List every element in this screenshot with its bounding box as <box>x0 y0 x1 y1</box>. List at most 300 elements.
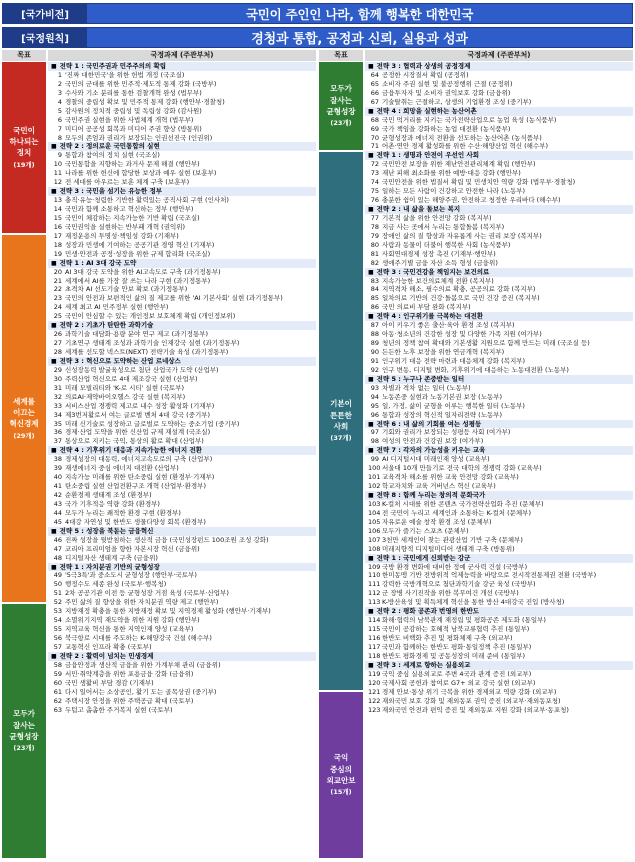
task-number: 32 <box>53 392 62 401</box>
goal-label: 모두가 잘사는 균형성장 <box>326 84 356 116</box>
task-number: 77 <box>370 213 379 222</box>
task-text: 충직·유능·청렴한 기반한 활력있는 공직사회 구현 (인사처) <box>65 196 229 205</box>
task-text: 교통혁신 인프라 확충 (국토부) <box>65 642 152 651</box>
task-text: 2차 공공기관 이전 등 균형성장 거점 육성 (국토부·산업부) <box>65 589 229 598</box>
task-text: 주민 삶의 질 향상을 위한 자치분권 역량 제고 (행안부) <box>65 598 219 607</box>
task-item <box>48 491 316 500</box>
task-text: 통상으로 지키는 국익, 통상의 활로 확대 (산업부) <box>65 437 204 446</box>
task-text: 지역격차 해소, 필수의료 확충, 공공의료 강화 (복지부) <box>382 285 536 294</box>
task-item <box>48 706 316 715</box>
task-text: 통합과 참여의 정치 실현 (국조실) <box>65 151 160 160</box>
task-item <box>48 151 316 160</box>
left-header <box>2 50 316 61</box>
task-number: 94 <box>370 392 379 401</box>
task-number: 68 <box>370 115 379 124</box>
strategy-heading <box>365 446 633 455</box>
task-text: 진짜 성장을 뒷받침하는 생산적 금융 (국민성장펀드 100조원 조성 강화) <box>65 535 269 544</box>
task-text: 지방재정 확충을 통한 지방재정 확보 및 지역경제 활성화 (행안부·기재부) <box>65 607 271 616</box>
task-item <box>48 580 316 589</box>
task-text: 생애주기별 금융 자산 소득 형성 (금융위) <box>382 258 498 267</box>
task-item <box>48 268 316 277</box>
task-number: 21 <box>53 276 62 285</box>
task-number: 18 <box>53 240 62 249</box>
task-number: 2 <box>57 79 62 88</box>
task-item <box>48 661 316 670</box>
task-number: 90 <box>370 348 379 356</box>
strategy-title: 전략 3 : 혁신으로 도약하는 산업 르네상스 <box>59 356 181 365</box>
task-item <box>365 321 633 330</box>
task-number: 37 <box>53 437 62 446</box>
task-item <box>48 366 316 375</box>
task-item <box>48 634 316 643</box>
task-number: 111 <box>368 580 381 589</box>
task-item <box>365 643 633 652</box>
task-text: 군 장병 사기진작을 위한 복무여건 개선 (국방부) <box>382 589 519 598</box>
principle-tag: [국정원칙] <box>3 28 87 47</box>
task-item <box>365 473 633 482</box>
square-bullet-icon: ■ <box>51 563 57 571</box>
task-text: 전 국민이 누리고 세계인과 소통하는 K-컬처 (문체부) <box>382 508 531 517</box>
task-text: 재난 피해 최소화를 위한 예방·대응 강화 (행안부) <box>382 169 521 178</box>
task-item <box>48 232 316 241</box>
task-text: 아동·청소년의 건강한 성장 및 다양한 가족 지원 (여가부) <box>382 330 542 339</box>
task-number: 52 <box>53 598 62 607</box>
task-number: 67 <box>370 97 379 106</box>
square-bullet-icon: ■ <box>51 63 57 70</box>
task-item <box>48 160 316 169</box>
task-number: 11 <box>53 169 62 178</box>
task-item <box>365 625 633 634</box>
task-number: 84 <box>370 285 379 294</box>
strategy-title: 전략 4 : 기후위기 대응과 지속가능한 에너지 전환 <box>59 446 202 455</box>
task-text: 차별과 격차 없는 일터 (노동부) <box>382 383 471 392</box>
task-text: 행정수도 세종 완성 (국토부·행복청) <box>65 580 167 589</box>
task-item <box>365 241 633 250</box>
task-item <box>365 214 633 223</box>
task-item <box>48 536 316 545</box>
task-text: 과학기술 대담화·용량 분야 연구 제고 (과기정통부) <box>65 330 209 339</box>
task-item <box>365 598 633 607</box>
task-text: 세계를 선도할 넥스트(NEXT) 전략기술 육성 (과기정통부) <box>65 348 229 356</box>
task-text: 일, 가정, 삶이 균형을 이루는 행복한 일터 (노동부) <box>382 401 525 410</box>
task-number: 31 <box>53 383 62 392</box>
square-bullet-icon: ■ <box>368 63 374 70</box>
task-number: 46 <box>53 535 62 544</box>
task-number: 50 <box>53 580 62 589</box>
task-text: 기초연구 생태계 조성과 과학기술 인재강국 실현 (과기정통부) <box>65 339 240 348</box>
task-number: 61 <box>53 687 62 696</box>
task-text: 경찰의 중립성 확보 및 민주적 통제 강화 (행안부·경찰청) <box>65 97 225 106</box>
task-number: 12 <box>53 178 62 187</box>
task-item <box>48 125 316 134</box>
task-number: 105 <box>368 517 381 526</box>
task-text: 국민이 체감하는 지속가능한 기반 확립 (국조실) <box>65 213 200 222</box>
task-text: 여성의 안전과 건강권 보장 (여가부) <box>382 437 484 446</box>
strategy-heading <box>365 62 633 71</box>
task-item <box>365 160 633 169</box>
task-number: 106 <box>368 526 381 535</box>
task-item <box>48 697 316 706</box>
task-item <box>48 464 316 473</box>
goal-section-economy <box>2 235 46 602</box>
strategy-title: 전략 6 : 내 삶의 기회를 여는 성평등 <box>376 419 482 428</box>
task-item <box>48 598 316 607</box>
task-item <box>48 411 316 420</box>
task-text: 장애인 삶의 질 향상과 자유롭게 사는 권리 보장 (복지부) <box>382 231 542 240</box>
task-item <box>365 196 633 205</box>
task-number: 34 <box>53 410 62 419</box>
task-number: 85 <box>370 294 379 303</box>
task-number: 96 <box>370 410 379 419</box>
task-text: 순환경제 생태계 조성 (환경부) <box>65 491 152 499</box>
task-text: 경제·산업 도약을 위한 신산업 규제 재설계 (국조실) <box>65 428 211 437</box>
square-bullet-icon: ■ <box>368 447 374 455</box>
task-text: 탄소중립 실현 산업전환구조 개혁 (산업부·환경부) <box>65 482 206 491</box>
task-number: 79 <box>370 231 379 240</box>
task-item <box>365 482 633 491</box>
task-number: 23 <box>53 294 62 303</box>
task-item <box>48 500 316 509</box>
task-item <box>365 384 633 393</box>
square-bullet-icon: ■ <box>368 107 374 115</box>
task-item <box>48 205 316 214</box>
task-item <box>48 384 316 393</box>
task-number: 87 <box>370 321 379 330</box>
task-item <box>48 402 316 411</box>
task-text: 두텁고 촘촘한 주거복지 실현 (국토부) <box>65 705 173 714</box>
task-item <box>365 80 633 89</box>
strategy-title: 전략 3 : 국민건강을 책임지는 보건의료 <box>376 267 490 276</box>
strategy-title: 전략 7 : 각자의 가능성을 키우는 교육 <box>376 446 486 455</box>
strategy-heading <box>48 321 316 330</box>
task-text: 사회연대경제 성장 촉진 (기재부·행안부) <box>382 249 496 258</box>
task-item <box>365 366 633 375</box>
task-text: 한반도 평화경제 및 공동성장의 미래 준비 (통일부) <box>382 651 526 660</box>
strategy-title: 전략 2 : 평화 공존과 번영의 한반도 <box>376 607 479 616</box>
task-item <box>48 214 316 223</box>
goal-label: 모두가 잘사는 균형성장 <box>9 709 39 741</box>
task-item <box>365 536 633 545</box>
task-item <box>48 134 316 143</box>
task-number: 70 <box>370 133 379 142</box>
task-text: 국제사회 공헌과 참여로 G7+ 외교 강국 실현 (외교부) <box>382 678 536 687</box>
task-number: 97 <box>370 428 379 437</box>
goal-section-balanced-growth <box>319 62 363 150</box>
task-number: 89 <box>370 339 379 348</box>
task-item <box>365 527 633 536</box>
left-task-list <box>48 62 316 714</box>
task-text: 한반도 비핵화 추진 및 평화체제 구축 (외교부) <box>382 634 513 642</box>
square-bullet-icon: ■ <box>51 143 57 151</box>
task-number: 56 <box>53 634 62 642</box>
square-bullet-icon: ■ <box>51 259 57 267</box>
task-text: 의료AI·제약바이오헬스 강국 실현 (복지부) <box>65 392 186 401</box>
task-text: 국민 생활비 부담 경감 (기재부) <box>65 678 154 687</box>
strategy-title: 전략 4 : 인구위기를 극복하는 대전환 <box>376 312 484 321</box>
task-item <box>365 169 633 178</box>
task-text: 자유로운 예술 창작 환경 조성 (문체부) <box>382 517 492 526</box>
strategy-title: 전략 5 : 누구나 존중받는 일터 <box>376 374 465 383</box>
task-number: 99 <box>370 455 379 464</box>
task-number: 86 <box>370 303 379 312</box>
task-text: 지역교육 혁신을 통한 지역인재 양성 (교육부) <box>65 625 194 634</box>
task-number: 101 <box>368 473 381 482</box>
task-text: 사람과 동물이 더불어 행복한 사회 (농식품부) <box>382 240 511 249</box>
task-text: AI 디지털시대 미래인재 양성 (교육부) <box>382 455 490 464</box>
task-item <box>48 71 316 80</box>
task-text: 아이 키우기 좋은 출산·육아 환경 조성 (복지부) <box>382 321 515 330</box>
task-number: 54 <box>53 616 62 625</box>
task-text: 경제성장의 대동력, 에너지고속도로의 구축 (산업부) <box>65 455 213 464</box>
square-bullet-icon: ■ <box>368 313 374 321</box>
task-item <box>48 285 316 294</box>
goal-count: (23개) <box>330 119 352 127</box>
task-number: 39 <box>53 464 62 473</box>
task-item <box>48 241 316 250</box>
task-text: 소비자 주권 실현 및 불공정행위 근절 (공정위) <box>382 79 513 88</box>
task-text: 국민 먹거리를 지키는 국가전략산업으로 농업 육성 (농식품부) <box>382 115 557 124</box>
task-item <box>365 339 633 348</box>
task-text: 재정운용의 투명성·책임성 강화 (기재부) <box>65 231 179 240</box>
task-number: 5 <box>57 106 62 115</box>
task-number: 15 <box>53 213 62 222</box>
task-number: 48 <box>53 553 62 562</box>
task-text: 주택시장 안정을 위한 주택공급 확대 (국토부) <box>65 696 194 705</box>
task-item <box>48 294 316 303</box>
task-text: K-컬처 시대를 위한 콘텐츠 국가전략산업화 추진 (문체부) <box>382 499 544 508</box>
task-item <box>48 375 316 384</box>
task-item <box>365 250 633 259</box>
task-number: 36 <box>53 428 62 437</box>
task-number: 62 <box>53 696 62 705</box>
task-number: 16 <box>53 222 62 231</box>
task-item <box>365 634 633 643</box>
task-text: 충분한 쉼이 있는 해양주권, 안전하고 청정한 우리바다 (해수부) <box>382 196 561 205</box>
task-number: 6 <box>57 115 62 124</box>
task-item <box>48 437 316 446</box>
task-number: 76 <box>370 196 379 205</box>
task-number: 92 <box>370 365 379 374</box>
task-number: 41 <box>53 482 62 491</box>
task-number: 75 <box>370 187 379 196</box>
task-item <box>48 223 316 232</box>
goal-section-society <box>319 152 363 690</box>
task-number: 81 <box>370 249 379 258</box>
strategy-title: 전략 1 : 국민에게 신뢰받는 강군 <box>376 553 471 562</box>
square-bullet-icon: ■ <box>51 322 57 330</box>
task-item <box>48 571 316 580</box>
strategy-heading <box>365 107 633 116</box>
task-item <box>365 688 633 697</box>
task-item <box>365 259 633 268</box>
task-item <box>48 473 316 482</box>
task-text: 국민의 안전과 보편적인 삶의 질 제고를 위한 'AI 기본사회' 실현 (과기정통부) <box>65 294 283 303</box>
task-number: 38 <box>53 455 62 464</box>
vision-tag: [국가비전] <box>3 4 87 23</box>
task-number: 47 <box>53 544 62 553</box>
task-number: 44 <box>53 508 62 517</box>
task-text: 국민통합을 지향하는 과거사 문제 해결 (행안부) <box>65 160 200 169</box>
task-text: 제3번저활로서 여는 글로벌 벤처 4대 강국 (중기부) <box>65 410 211 419</box>
goal-header: 목표 <box>2 50 46 61</box>
task-number: 110 <box>368 571 381 580</box>
task-header: 국정과제 (주관부처) <box>365 50 633 61</box>
task-text: 3천만 세계인이 찾는 관광산업 기반 구축 (문체부) <box>382 535 523 544</box>
left-column <box>2 50 316 858</box>
task-text: 주력산업 혁신으로 4대 제조강국 실현 (산업부) <box>65 374 198 383</box>
task-number: 103 <box>368 499 381 508</box>
task-text: 인구위기 대응 전략 마련과 대응체계 강화 (복지부) <box>382 356 526 365</box>
task-number: 4 <box>57 97 62 106</box>
task-number: 27 <box>53 339 62 348</box>
task-number: 26 <box>53 330 62 339</box>
task-text: 디지털자산 생태계 구축 (금융위) <box>65 553 158 562</box>
task-number: 22 <box>53 285 62 294</box>
right-task-list <box>365 62 633 714</box>
strategy-heading <box>48 357 316 366</box>
square-bullet-icon: ■ <box>368 152 374 160</box>
task-number: 93 <box>370 383 379 392</box>
task-item <box>365 178 633 187</box>
task-text: 세계 최고 AI 민주정부 실현 (행안부) <box>65 303 169 312</box>
goal-section-balanced-growth <box>2 604 46 858</box>
task-text: 국민과 함께하는 한반도 평화·통일정책 추진 (통일부) <box>382 642 532 651</box>
task-number: 109 <box>368 562 381 571</box>
task-text: 어촌·연안 경제 활성화를 위한 수산·해양산업 혁신 (해수부) <box>382 142 549 151</box>
task-text: 강력한 국방개혁으로 첨단과학기술 강군 육성 (국방부) <box>382 580 536 589</box>
task-number: 25 <box>53 312 62 321</box>
task-item <box>365 116 633 125</box>
task-number: 55 <box>53 625 62 634</box>
task-item <box>48 616 316 625</box>
square-bullet-icon: ■ <box>368 375 374 383</box>
goal-label: 세계를 이끄는 혁신경제 <box>9 396 39 429</box>
task-number: 33 <box>53 401 62 410</box>
task-number: 114 <box>368 616 381 625</box>
task-number: 102 <box>368 482 381 491</box>
task-text: 학교자치와 교육 거버넌스 혁신 (교육부) <box>382 482 496 491</box>
task-item <box>48 545 316 554</box>
goal-count: (37개) <box>330 434 352 442</box>
task-item <box>365 580 633 589</box>
task-text: 신성장동력 발굴육성으로 첨단 산업국가 도약 (산업부) <box>65 365 219 374</box>
task-number: 19 <box>53 249 62 258</box>
task-text: 국민주권 실현을 위한 사법체계 개혁 (법무부) <box>65 115 194 124</box>
task-text: AI 3대 강국 도약을 위한 AI고속도로 구축 (과기정통부) <box>65 267 221 276</box>
task-text: K-방산육성 및 획득체계 혁신을 통한 방산 4대강국 진입 (방사청) <box>382 598 565 607</box>
task-text: 감사원의 정치적 중립성 및 독립성 강화 (감사원) <box>65 106 202 115</box>
square-bullet-icon: ■ <box>368 268 374 276</box>
task-item <box>365 134 633 143</box>
task-text: 국민안전 보장을 위한 재난안전관리체계 확립 (행안부) <box>382 160 536 169</box>
square-bullet-icon: ■ <box>368 492 374 499</box>
square-bullet-icon: ■ <box>368 608 374 616</box>
task-item <box>365 706 633 715</box>
strategy-heading <box>365 491 633 500</box>
task-item <box>365 71 633 80</box>
task-text: 코리아 프리미엄을 향한 자본시장 혁신 (금융위) <box>65 544 200 553</box>
task-item <box>48 277 316 286</box>
task-text: 국민이 공감하는 호혜적 남북교류협력 추진 (통일부) <box>382 625 530 634</box>
task-number: 57 <box>53 642 62 651</box>
strategy-heading <box>48 187 316 196</box>
task-number: 28 <box>53 348 62 356</box>
task-item <box>365 411 633 420</box>
task-text: 금융투자자 및 소비자 권익보호 강화 (금융위) <box>382 88 511 97</box>
task-item <box>48 178 316 187</box>
task-item <box>365 393 633 402</box>
vision-banner <box>2 3 633 24</box>
goal-label: 국익 중심의 외교안보 <box>326 753 356 785</box>
task-text: 재생에너지 중심 에너지 대전환 (산업부) <box>65 464 179 473</box>
task-number: 29 <box>53 365 62 374</box>
task-item <box>365 303 633 312</box>
task-item <box>48 116 316 125</box>
goal-count: (15개) <box>330 788 352 796</box>
strategy-heading <box>48 527 316 536</box>
task-text: 미래 모빌리티와 'K-로 시티' 실현 (국토부) <box>65 383 185 392</box>
task-text: 성장과 민생에 기여하는 공공기관 경영 혁신 (기재부) <box>65 240 215 249</box>
task-item <box>48 670 316 679</box>
goal-count: (23개) <box>13 744 35 752</box>
task-text: 4대강 자연성 및 한반도 생물다양성 회복 (환경부) <box>65 517 206 526</box>
task-text: 지속가능한 보건의료체계 전환 (복지부) <box>382 276 494 285</box>
task-number: 3 <box>57 88 62 97</box>
task-item <box>48 312 316 321</box>
task-number: 53 <box>53 607 62 616</box>
task-item <box>48 625 316 634</box>
task-text: 모두의 존엄과 권리가 보장되는 인권선진국 (인권위) <box>65 133 213 142</box>
strategy-heading <box>365 661 633 670</box>
task-item <box>365 294 633 303</box>
task-text: 노동존중 실현과 노동기본권 보장 (노동부) <box>382 392 503 401</box>
task-number: 121 <box>368 687 381 696</box>
task-text: 국민의 군대를 위한 민주적·제도적 통제 강화 (국방부) <box>65 79 217 88</box>
task-number: 122 <box>368 696 381 705</box>
square-bullet-icon: ■ <box>51 652 57 660</box>
task-number: 73 <box>370 169 379 178</box>
task-item <box>365 89 633 98</box>
task-item <box>365 277 633 286</box>
task-text: 기회와 권리가 보장되는 성평등 사회 (여가부) <box>382 428 511 437</box>
strategy-heading <box>48 142 316 151</box>
task-number: 60 <box>53 678 62 687</box>
strategy-heading <box>365 151 633 160</box>
task-item <box>365 187 633 196</box>
task-text: 모두가 즐기는 스포츠 (문체부) <box>382 526 469 535</box>
task-number: 78 <box>370 222 379 231</box>
task-item <box>48 98 316 107</box>
strategy-title: 전략 1 : AI 3대 강국 도약 <box>59 258 137 267</box>
task-text: 교육격차 해소를 위한 교육 안전망 강화 (교육부) <box>382 473 519 482</box>
square-bullet-icon: ■ <box>51 188 57 196</box>
square-bullet-icon: ■ <box>368 661 374 669</box>
task-item <box>48 107 316 116</box>
task-text: 민생·안전과 공정·성장을 위한 규제 합리화 (국조실) <box>65 249 211 258</box>
task-text: '진짜 대한민국'을 위한 헌법 개정 (국조실) <box>65 70 185 79</box>
task-item <box>48 455 316 464</box>
goal-count: (29개) <box>13 431 35 440</box>
task-text: 미래 신기술로 성장하고 글로벌로 도약하는 중소기업 (중기부) <box>65 419 240 428</box>
task-number: 1 <box>57 70 62 79</box>
task-number: 120 <box>368 678 381 687</box>
task-text: 일하는 모든 사람이 건강하고 안전한 나라 (노동부) <box>382 187 526 196</box>
task-number: 8 <box>57 133 62 142</box>
task-item <box>48 688 316 697</box>
strategy-heading <box>48 62 316 71</box>
task-number: 13 <box>53 196 62 205</box>
task-number: 45 <box>53 517 62 526</box>
